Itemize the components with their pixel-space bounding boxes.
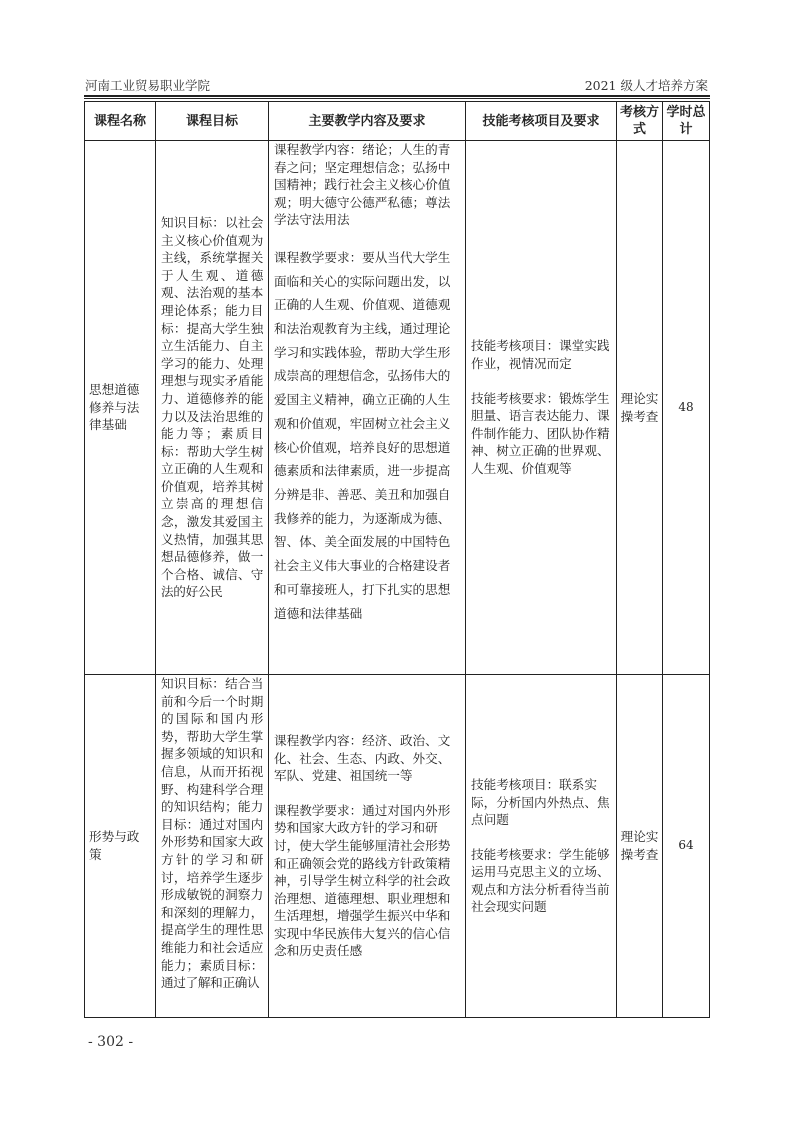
skill-item: 技能考核项目：课堂实践作业，视情况而定 — [471, 338, 610, 372]
header-rule — [84, 95, 710, 97]
assess-mode: 理论实操考查 — [617, 141, 663, 675]
total-hours: 48 — [663, 141, 710, 675]
table-row — [85, 675, 710, 1018]
skill-cell — [466, 675, 617, 1018]
page-number: - 302 - — [88, 1034, 134, 1050]
skill-item: 技能考核项目：联系实际，分析国内外热点、焦点问题 — [471, 776, 610, 828]
header-course-name: 课程名称 — [85, 102, 156, 141]
document-title: 2021 级人才培养方案 — [584, 78, 708, 93]
header-hours: 学时总计 — [663, 102, 710, 141]
course-content: 课程教学内容：绪论；人生的青春之问；坚定理想信念；弘扬中国精神；践行社会主义核心价值观；明大德守公德严私德；尊法学法守法用法 — [274, 142, 451, 228]
skill-cell — [466, 141, 617, 675]
course-name: 思想道德修养与法律基础 — [85, 141, 156, 675]
course-goal: 知识目标：结合当前和今后一个时期的国际和国内形势，帮助大学生掌握多领域的知识和信息，从而开拓视野、构建科学合理的知识结构；能力目标：通过对国内外形势和国家大政方针的学习和研讨，培养学生逐步形成敏锐的洞察力和深刻的理解力，提高学生的理性思维能力和社会适应能力；素质目标：通过了解和正确认 — [156, 675, 269, 1018]
course-requirement: 课程教学要求：要从当代大学生面临和关心的实际问题出发，以正确的人生观、价值观、道德观和法治观教育为主线，通过理论学习和实践体验，帮助大学生形成崇高的理想信念，弘扬伟大的爱国主义精神，确立正确的人生观和价值观，牢固树立社会主义核心价值观，培养良好的思想道德素质和法律素质，进一步提高分辨是非、善恶、美丑和加强自我修养的能力，为逐渐成为德、智、体、美全面发展的中国特色社会主义伟大事业的合格建设者和可靠接班人，打下扎实的思想道德和法律基础 — [274, 249, 451, 621]
school-name: 河南工业贸易职业学院 — [85, 78, 211, 93]
spacer — [471, 373, 611, 390]
course-table — [84, 101, 710, 1018]
total-hours: 64 — [663, 675, 710, 1018]
spacer — [274, 785, 460, 802]
skill-requirement: 技能考核要求：锻炼学生胆量、语言表达能力、课件制作能力、团队协作精神、树立正确的世界观、人生观、价值观等 — [471, 390, 610, 476]
course-goal: 知识目标：以社会主义核心价值观为主线，系统掌握关于人生观、道德观、法治观的基本理论体系；能力目标：提高大学生独立生活能力、自主学习的能力、处理理想与现实矛盾能力、道德修养的能力以及法治思维的能力等；素质目标：帮助大学生树立正确的人生观和价值观，培养其树立崇高的理想信念，激发其爱国主义热情，加强其思想品德修养，做一个合格、诚信、守法的好公民 — [156, 141, 269, 675]
course-content-cell — [269, 141, 466, 675]
header-course-goal: 课程目标 — [156, 102, 269, 141]
header-skill: 技能考核项目及要求 — [466, 102, 617, 141]
course-name: 形势与政策 — [85, 675, 156, 1018]
header-content: 主要教学内容及要求 — [269, 102, 466, 141]
spacer — [274, 229, 460, 246]
course-requirement: 课程教学要求：通过对国内外形势和国家大政方针的学习和研讨，使大学生能够厘清社会形势和正确领会党的路线方针政策精神，引导学生树立科学的社会政治理想、道德理想、职业理想和生活理想，增强学生振兴中华和实现中华民族伟大复兴的信心信念和历史责任感 — [274, 802, 451, 959]
spacer — [471, 829, 611, 846]
assess-mode: 理论实操考查 — [617, 675, 663, 1018]
course-content: 课程教学内容：经济、政治、文化、社会、生态、内政、外交、军队、党建、祖国统一等 — [274, 732, 451, 784]
table-row — [85, 141, 710, 675]
header-assess-mode: 考核方式 — [617, 102, 663, 141]
course-content-cell — [269, 675, 466, 1018]
table-header-row — [85, 102, 710, 141]
header-rule-thin — [84, 98, 710, 99]
skill-requirement: 技能考核要求：学生能够运用马克思主义的立场、观点和方法分析看待当前社会现实问题 — [471, 846, 610, 915]
